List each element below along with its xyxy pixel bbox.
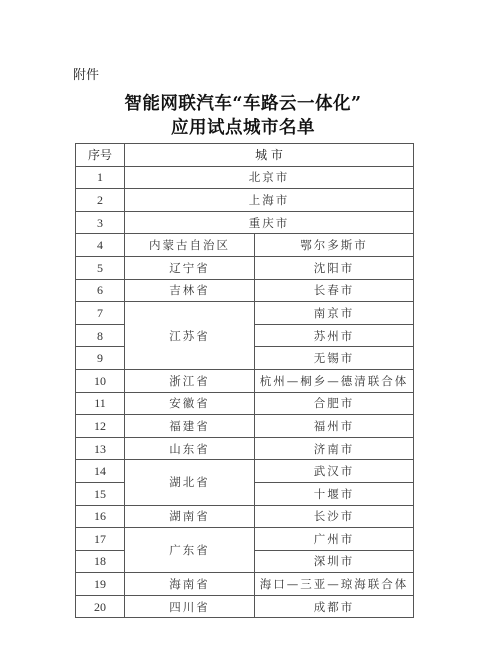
- serial-number-cell: 3: [76, 211, 125, 234]
- table-row: [76, 189, 414, 212]
- serial-number-cell: 5: [76, 256, 125, 279]
- table-header-row: [76, 144, 414, 167]
- serial-number-cell: 7: [76, 302, 125, 325]
- serial-number-cell: 14: [76, 460, 125, 483]
- city-cell: 长沙市: [255, 505, 414, 528]
- serial-number-cell: 13: [76, 437, 125, 460]
- serial-number-cell: 19: [76, 573, 125, 596]
- document-title-line-1: 智能网联汽车“车路云一体化”: [124, 94, 362, 114]
- table-row: [76, 234, 414, 257]
- province-cell: 吉林省: [125, 279, 255, 302]
- province-cell: 广东省: [125, 528, 255, 573]
- serial-number-cell: 2: [76, 189, 125, 212]
- city-cell: 杭州—桐乡—德清联合体: [255, 369, 414, 392]
- serial-number-cell: 11: [76, 392, 125, 415]
- serial-number-cell: 4: [76, 234, 125, 257]
- table-row: [76, 528, 414, 551]
- city-cell: 上海市: [125, 189, 414, 212]
- city-cell: 广州市: [255, 528, 414, 551]
- province-cell: 四川省: [125, 595, 255, 618]
- table-row: [76, 211, 414, 234]
- province-cell: 山东省: [125, 437, 255, 460]
- city-cell: 鄂尔多斯市: [255, 234, 414, 257]
- table-row: [76, 415, 414, 438]
- city-cell: 无锡市: [255, 347, 414, 370]
- province-cell: 辽宁省: [125, 256, 255, 279]
- serial-number-cell: 18: [76, 550, 125, 573]
- serial-number-cell: 15: [76, 482, 125, 505]
- serial-number-cell: 8: [76, 324, 125, 347]
- city-cell: 长春市: [255, 279, 414, 302]
- city-cell: 南京市: [255, 302, 414, 325]
- serial-number-cell: 20: [76, 595, 125, 618]
- table-body: [76, 166, 414, 618]
- province-cell: 安徽省: [125, 392, 255, 415]
- province-cell: 湖南省: [125, 505, 255, 528]
- attachment-label: 附件: [73, 68, 100, 83]
- province-cell: 江苏省: [125, 302, 255, 370]
- serial-number-cell: 9: [76, 347, 125, 370]
- table-row: [76, 392, 414, 415]
- table-row: [76, 256, 414, 279]
- header-serial-number: 序号: [76, 144, 125, 167]
- province-cell: 福建省: [125, 415, 255, 438]
- table-row: [76, 505, 414, 528]
- province-cell: 海南省: [125, 573, 255, 596]
- city-cell: 苏州市: [255, 324, 414, 347]
- province-cell: 内蒙古自治区: [125, 234, 255, 257]
- table-row: [76, 369, 414, 392]
- province-cell: 湖北省: [125, 460, 255, 505]
- city-cell: 济南市: [255, 437, 414, 460]
- city-cell: 深圳市: [255, 550, 414, 573]
- serial-number-cell: 6: [76, 279, 125, 302]
- city-cell: 合肥市: [255, 392, 414, 415]
- city-cell: 成都市: [255, 595, 414, 618]
- city-cell: 重庆市: [125, 211, 414, 234]
- document-title-line-2: 应用试点城市名单: [171, 118, 315, 138]
- table-row: [76, 595, 414, 618]
- city-cell: 福州市: [255, 415, 414, 438]
- table-row: [76, 437, 414, 460]
- serial-number-cell: 10: [76, 369, 125, 392]
- serial-number-cell: 1: [76, 166, 125, 189]
- table-row: [76, 460, 414, 483]
- table-row: [76, 279, 414, 302]
- city-cell: 海口—三亚—琼海联合体: [255, 573, 414, 596]
- table-row: [76, 166, 414, 189]
- pilot-cities-table: [75, 143, 414, 618]
- table-row: [76, 573, 414, 596]
- serial-number-cell: 17: [76, 528, 125, 551]
- province-cell: 浙江省: [125, 369, 255, 392]
- table-row: [76, 302, 414, 325]
- city-cell: 北京市: [125, 166, 414, 189]
- header-city: 城 市: [125, 144, 414, 167]
- serial-number-cell: 12: [76, 415, 125, 438]
- serial-number-cell: 16: [76, 505, 125, 528]
- city-cell: 武汉市: [255, 460, 414, 483]
- city-cell: 十堰市: [255, 482, 414, 505]
- city-cell: 沈阳市: [255, 256, 414, 279]
